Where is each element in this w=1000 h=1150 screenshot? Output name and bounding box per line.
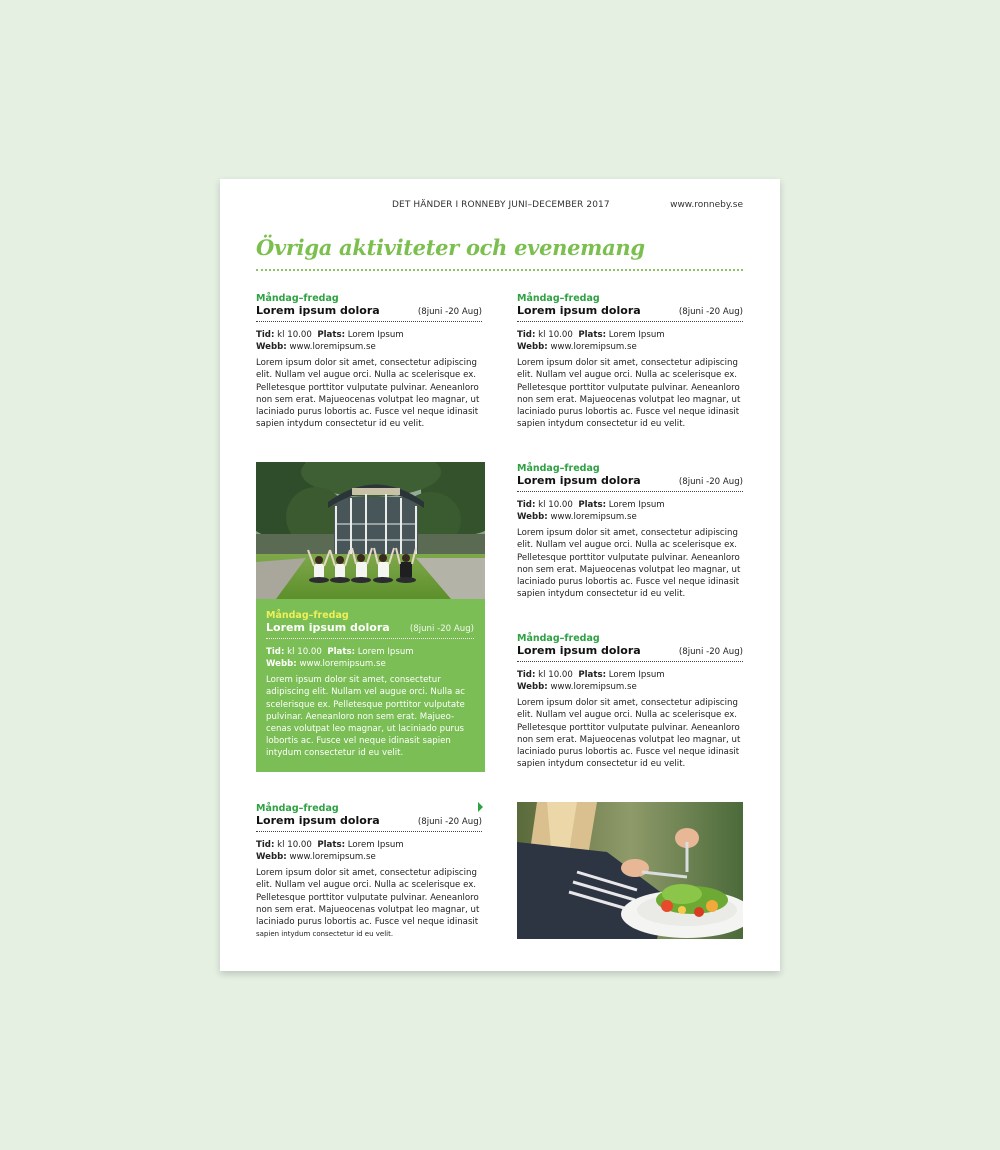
event-time: kl 10.00 [538, 500, 573, 511]
event-meta [256, 839, 482, 863]
event-place: Lorem Ipsum [347, 330, 404, 341]
time-label: Tid: [266, 647, 285, 658]
event-title-row [256, 305, 482, 322]
event-place: Lorem Ipsum [357, 647, 414, 658]
event-card [256, 293, 482, 430]
web-label: Webb: [256, 852, 287, 863]
event-name: Lorem ipsum dolora [256, 304, 380, 317]
event-title-row [266, 622, 474, 639]
event-place: Lorem Ipsum [608, 500, 665, 511]
event-description: Lorem ipsum dolor sit amet, consectetur adipiscing elit. Nullam vel augue orci. Nulla ac scelerisque ex. Pelletesque porttitor vulputate pulvinar. Aeneanloro non sem erat. Majueocenas volutpat leo magnar, ut laciniado purus lobortis ac. Fusce vel neque idinasit sapien intydum consectetur id eu velit. [517, 698, 741, 770]
yoga-park-illustration [256, 462, 485, 599]
event-date: (8juni -20 Aug) [678, 307, 743, 317]
document-page [220, 179, 780, 971]
event-title-row [256, 815, 482, 832]
web-label: Webb: [256, 342, 287, 353]
event-time: kl 10.00 [277, 330, 312, 341]
place-label: Plats: [578, 330, 607, 341]
event-card [517, 633, 743, 770]
event-place: Lorem Ipsum [608, 670, 665, 681]
event-day: Måndag–fredag [256, 293, 339, 304]
place-label: Plats: [578, 500, 607, 511]
event-description [256, 867, 482, 940]
time-label: Tid: [517, 330, 536, 341]
place-label: Plats: [317, 840, 346, 851]
event-name: Lorem ipsum dolora [517, 474, 641, 487]
event-day: Måndag–fredag [517, 463, 600, 474]
event-card [517, 293, 743, 430]
event-card-featured [266, 610, 474, 760]
event-web-link[interactable]: www.loremipsum.se [299, 659, 386, 670]
event-date: (8juni -20 Aug) [409, 624, 474, 634]
event-date: (8juni -20 Aug) [678, 477, 743, 487]
website-link[interactable]: www.ronneby.se [670, 200, 743, 210]
event-title-row [517, 645, 743, 662]
event-web-link[interactable]: www.loremipsum.se [550, 512, 637, 523]
event-meta [517, 669, 743, 693]
event-description: Lorem ipsum dolor sit amet, consectetur adipiscing elit. Nullam vel augue orci. Nulla ac scelerisque ex. Pelletesque porttitor vulputate pulvinar. Aeneanloro non sem erat. Majueocenas volutpat leo magnar, ut laciniado purus lobortis ac. Fusce vel neque idinasit sapien intydum consectetur id eu velit. [256, 358, 480, 430]
time-label: Tid: [256, 330, 275, 341]
publication-header: DET HÄNDER I RONNEBY JUNI–DECEMBER 2017 [392, 200, 610, 210]
event-description-text: Lorem ipsum dolor sit amet, consectetur adipiscing elit. Nullam vel augue orci. Nulla ac scelerisque ex. Pelletesque porttitor vulputate pulvinar. Aeneanloro non sem erat. Majueocenas volutpat leo magnar, ut laciniado purus lobortis ac. Fusce vel neque idinasit [256, 868, 480, 928]
event-day: Måndag–fredag [256, 803, 339, 814]
event-meta [517, 499, 743, 523]
event-name: Lorem ipsum dolora [256, 814, 380, 827]
event-title-row [517, 475, 743, 492]
event-date: (8juni -20 Aug) [678, 647, 743, 657]
event-title-row [517, 305, 743, 322]
event-web-link[interactable]: www.loremipsum.se [550, 682, 637, 693]
event-description: Lorem ipsum dolor sit amet, consectetur adipiscing elit. Nullam vel augue orci. Nulla ac scelerisque ex. Pelletesque porttitor vulputate pulvinar. Aeneanloro non sem erat. Majueocenas volutpat leo magnar, ut laciniado purus lobortis ac. Fusce vel neque idinasit sapien intydum consectetur id eu velit. [517, 528, 741, 600]
event-meta [266, 646, 474, 670]
title-divider [256, 269, 743, 271]
event-time: kl 10.00 [277, 840, 312, 851]
web-label: Webb: [517, 342, 548, 353]
event-name: Lorem ipsum dolora [517, 644, 641, 657]
event-web-link[interactable]: www.loremipsum.se [289, 342, 376, 353]
yoga-park-photo [256, 462, 485, 599]
event-description: Lorem ipsum dolor sit amet, consectetur adipiscing elit. Nullam vel augue orci. Nulla ac scelerisque ex. Pelletesque porttitor vulputate pulvinar. Aeneanloro non sem erat. Majueo-cenas volutpat leo magnar, ut laciniado purus lobortis ac. Fusce vel neque idinasit sapien intydum consectetur id eu velit. [266, 675, 466, 759]
web-label: Webb: [517, 682, 548, 693]
place-label: Plats: [578, 670, 607, 681]
event-place: Lorem Ipsum [347, 840, 404, 851]
event-name: Lorem ipsum dolora [517, 304, 641, 317]
event-date: (8juni -20 Aug) [417, 817, 482, 827]
event-web-link[interactable]: www.loremipsum.se [550, 342, 637, 353]
event-web-link[interactable]: www.loremipsum.se [289, 852, 376, 863]
event-date: (8juni -20 Aug) [417, 307, 482, 317]
time-label: Tid: [517, 500, 536, 511]
event-name: Lorem ipsum dolora [266, 621, 390, 634]
event-time: kl 10.00 [287, 647, 322, 658]
event-card [517, 463, 743, 600]
time-label: Tid: [517, 670, 536, 681]
event-place: Lorem Ipsum [608, 330, 665, 341]
event-meta [517, 329, 743, 353]
event-card [256, 803, 482, 940]
event-time: kl 10.00 [538, 330, 573, 341]
event-time: kl 10.00 [538, 670, 573, 681]
event-meta [256, 329, 482, 353]
web-label: Webb: [517, 512, 548, 523]
time-label: Tid: [256, 840, 275, 851]
event-day: Måndag–fredag [266, 610, 349, 621]
event-day: Måndag–fredag [517, 633, 600, 644]
event-description: Lorem ipsum dolor sit amet, consectetur adipiscing elit. Nullam vel augue orci. Nulla ac scelerisque ex. Pelletesque porttitor vulputate pulvinar. Aeneanloro non sem erat. Majueocenas volutpat leo magnar, ut laciniado purus lobortis ac. Fusce vel neque idinasit sapien intydum consectetur id eu velit. [517, 358, 741, 430]
place-label: Plats: [317, 330, 346, 341]
page-title: Övriga aktiviteter och evenemang [256, 235, 645, 260]
salad-photo [517, 802, 743, 939]
salad-illustration [517, 802, 743, 939]
event-description-tail: sapien intydum consectetur id eu velit. [256, 930, 394, 939]
event-day: Måndag–fredag [517, 293, 600, 304]
place-label: Plats: [327, 647, 356, 658]
web-label: Webb: [266, 659, 297, 670]
